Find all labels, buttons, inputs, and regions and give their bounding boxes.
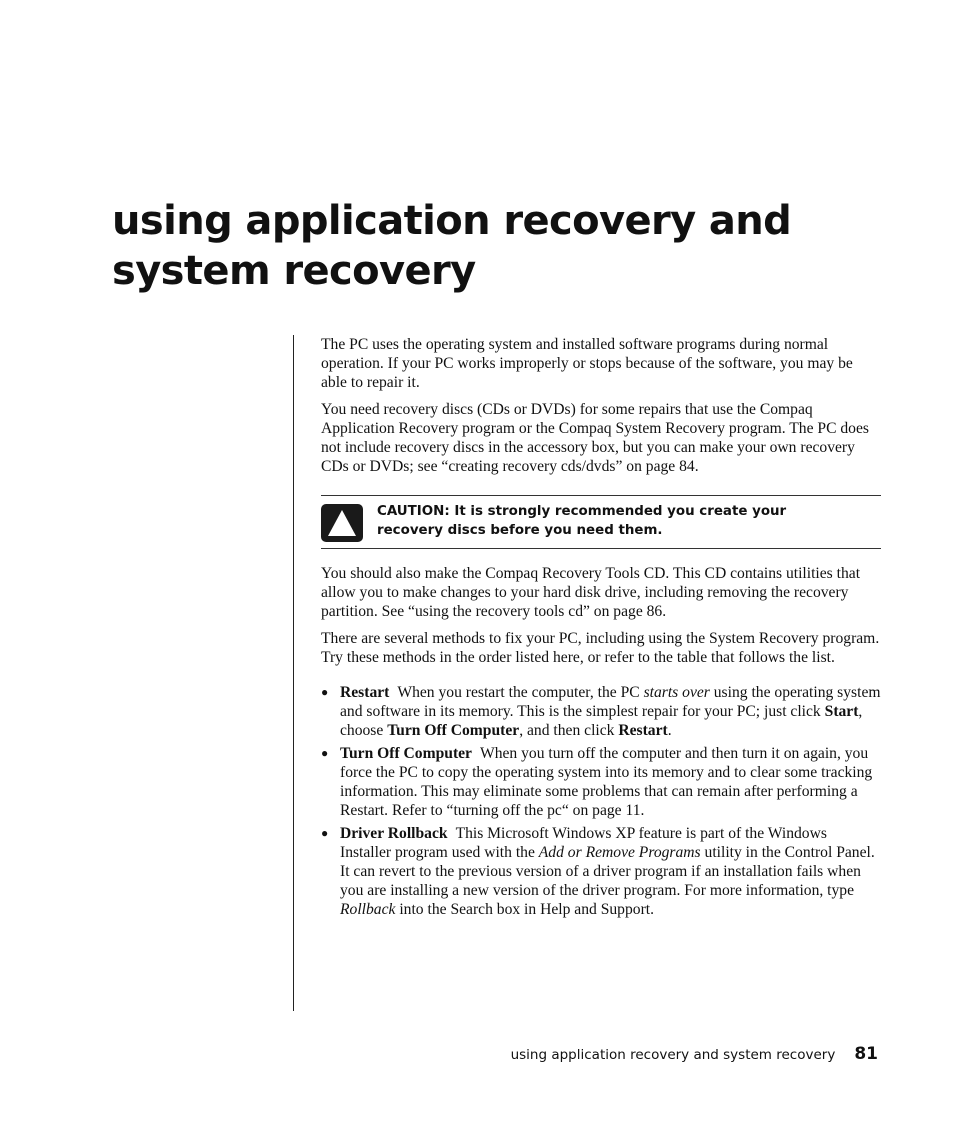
method-text: When you turn off the computer and then turn it on again, you force the PC to copy the operating system into its memory and to clear some tracking information. This may eliminate some problems that can remain after performing a Restart. Refer to “turning off the pc“ on page 11. [340, 745, 873, 819]
method-text: using the operating system and software in its memory. This is the simplest repair for your PC; just click [340, 684, 881, 720]
method-term-driver-rollback: Driver Rollback [340, 825, 448, 842]
method-term-restart: Restart [340, 684, 390, 701]
method-text: , choose [340, 703, 863, 739]
emphasis-text: starts over [643, 684, 710, 701]
emphasis-text: Add or Remove Programs [538, 844, 701, 861]
method-item-turn-off-computer [321, 744, 881, 820]
ui-term-turn-off-computer: Turn Off Computer [387, 722, 520, 739]
method-list [321, 683, 881, 919]
caution-box [321, 495, 881, 549]
chapter-title-line-1: using application recovery and [112, 198, 792, 244]
method-text: When you restart the computer, the PC [397, 684, 644, 701]
bullet: ● [321, 746, 329, 760]
method-item-driver-rollback [321, 824, 881, 919]
ui-term-restart: Restart [618, 722, 668, 739]
chapter-title-line-2: system recovery [112, 248, 476, 294]
running-title: using application recovery and system recovery [510, 1047, 836, 1063]
method-text: , and then click [519, 722, 619, 739]
caution-text: CAUTION: It is strongly recommended you create your recovery discs before you need them. [377, 504, 787, 538]
margin-rule [293, 335, 294, 1011]
page-footer [511, 1044, 878, 1064]
bullet: ● [321, 826, 329, 840]
emphasis-text: Rollback [340, 901, 396, 918]
method-term-turn-off-computer: Turn Off Computer [340, 745, 472, 762]
method-item-restart [321, 683, 881, 740]
ui-term-start: Start [824, 703, 859, 720]
warning-triangle-icon [321, 504, 363, 542]
method-text: utility in the Control Panel. It can revert to the previous version of a driver program if an installation fails when you are installing a new version of the driver program. For more information, type [340, 844, 875, 899]
method-text: . [667, 722, 672, 739]
tools-paragraph: You should also make the Compaq Recovery Tools CD. This CD contains utilities that allow you to make changes to your hard disk drive, including removing the recovery partition. See “using the recovery tools cd” on page 86. [321, 565, 861, 620]
method-text: This Microsoft Windows XP feature is part of the Windows Installer program used with the [340, 825, 827, 861]
discs-paragraph: You need recovery discs (CDs or DVDs) for some repairs that use the Compaq Application Recovery program or the Compaq System Recovery program. The PC does not include recovery discs in the accessory box, but you can make your own recovery CDs or DVDs; see “creating recovery cds/dvds” on page 84. [321, 401, 869, 475]
methods-paragraph: There are several methods to fix your PC, including using the System Recovery program. Try these methods in the order listed here, or refer to the table that follows the list. [321, 630, 880, 666]
page-number: 81 [854, 1044, 878, 1064]
bullet: ● [321, 685, 329, 699]
method-text: into the Search box in Help and Support. [395, 901, 654, 918]
body-column [321, 335, 881, 923]
chapter-title [112, 196, 872, 296]
intro-paragraph: The PC uses the operating system and installed software programs during normal operation. If your PC works improperly or stops because of the software, you may be able to repair it. [321, 336, 853, 391]
